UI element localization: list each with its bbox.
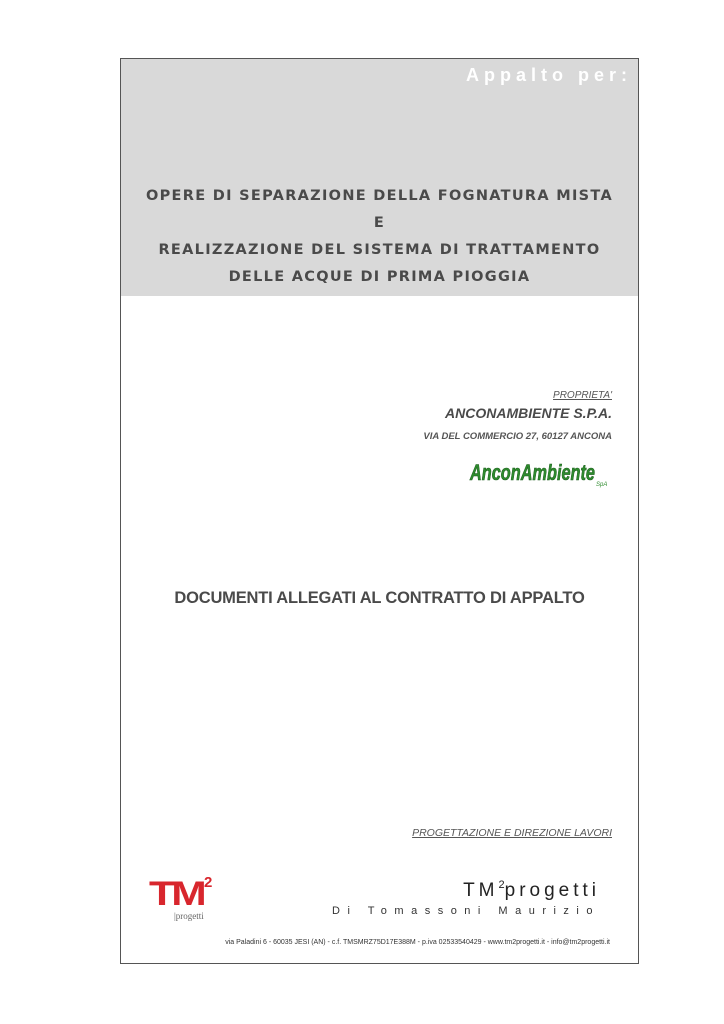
owner-address: VIA DEL COMMERCIO 27, 60127 ANCONA: [423, 431, 612, 442]
title-line-3: REALIZZAZIONE DEL SISTEMA DI TRATTAMENTO: [158, 242, 601, 258]
brand-suffix: progetti: [504, 880, 600, 901]
title-line-2: E: [373, 215, 386, 231]
project-title: [121, 183, 638, 291]
anconambiente-logo-text: AnconAmbiente: [469, 460, 595, 485]
designer-label: PROGETTAZIONE E DIREZIONE LAVORI: [412, 827, 612, 839]
title-line-1: OPERE DI SEPARAZIONE DELLA FOGNATURA MISTA: [145, 188, 614, 204]
tm2-logo-sup: 2: [204, 874, 213, 891]
footer-contacts: via Paladini 6 - 60035 JESI (AN) - c.f. TMSMRZ75D17E388M - p.iva 02533540429 - www.tm2progetti.it - info@tm2progetti.it: [225, 939, 610, 946]
tm2-logo-letters: TM: [149, 875, 206, 913]
tm2-logo-sub: |progetti: [174, 911, 204, 921]
anconambiente-logo: [468, 455, 613, 489]
document-frame: [120, 58, 639, 964]
brand-prefix: TM: [463, 880, 499, 901]
tm2-logo: [149, 869, 215, 925]
owner-label: PROPRIETA': [553, 390, 612, 401]
brand-sup: 2: [498, 879, 505, 891]
anconambiente-logo-suffix: SpA: [596, 482, 608, 488]
appalto-label: Appalto per:: [466, 65, 632, 85]
designer-brand: [463, 879, 600, 902]
title-line-4: DELLE ACQUE DI PRIMA PIOGGIA: [228, 269, 531, 285]
owner-company: ANCONAMBIENTE S.P.A.: [445, 405, 612, 421]
document-title: DOCUMENTI ALLEGATI AL CONTRATTO DI APPALTO: [174, 589, 585, 607]
designer-owner: Di Tomassoni Maurizio: [332, 905, 600, 917]
header-band: [121, 59, 638, 296]
